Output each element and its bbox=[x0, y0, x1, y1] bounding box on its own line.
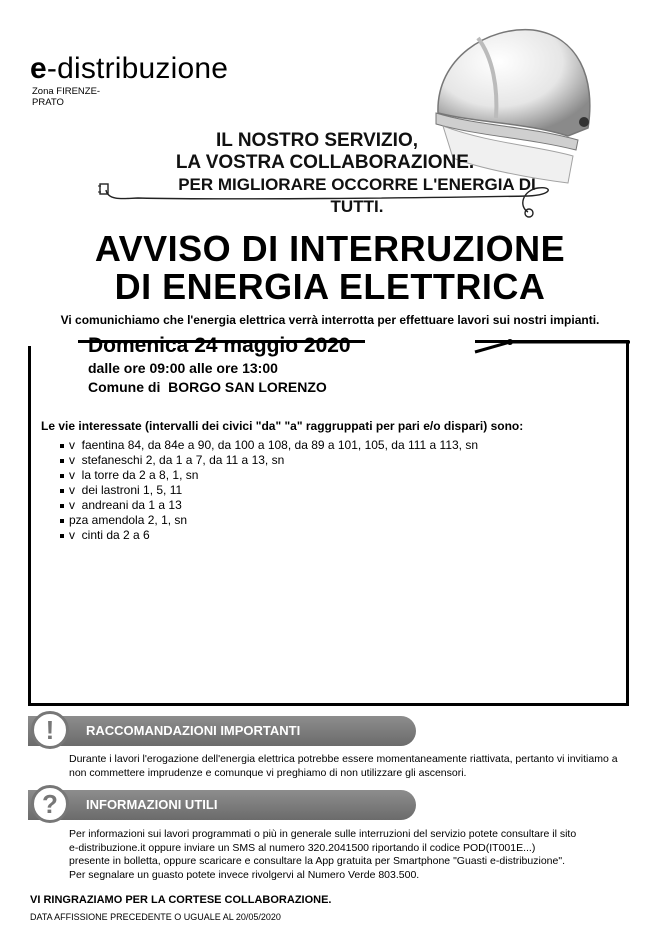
streets-list bbox=[60, 438, 478, 543]
list-item: v dei lastroni 1, 5, 11 bbox=[60, 483, 478, 498]
info-heading: INFORMAZIONI UTILI bbox=[28, 790, 416, 820]
list-item: v la torre da 2 a 8, 1, sn bbox=[60, 468, 478, 483]
comune-label: Comune di BORGO SAN LORENZO bbox=[88, 379, 327, 395]
slogan-line-1: IL NOSTRO SERVIZIO, bbox=[216, 130, 418, 151]
frame-gap bbox=[26, 336, 78, 346]
intro-text: Vi comunichiamo che l'energia elettrica verrà interrotta per effettuare lavori sui nostri impianti. bbox=[60, 313, 600, 327]
list-item: pza amendola 2, 1, sn bbox=[60, 513, 478, 528]
frame-gap-switch bbox=[365, 336, 475, 346]
notice-title bbox=[50, 230, 610, 306]
title-line-1: AVVISO DI INTERRUZIONE bbox=[94, 228, 566, 269]
recommendations-text: Durante i lavori l'erogazione dell'energia elettrica potrebbe essere momentaneamente riattivata, pertanto vi invitiamo a non commettere imprudenze e comunque vi preghiamo di non utilizzare gli ascensori. bbox=[69, 753, 618, 779]
interruption-date: Domenica 24 maggio 2020 bbox=[88, 334, 351, 357]
brand-name: -distribuzione bbox=[46, 52, 229, 85]
exclamation-icon: ! bbox=[31, 711, 69, 749]
thanks-text: VI RINGRAZIAMO PER LA CORTESE COLLABORAZIONE. bbox=[30, 894, 332, 906]
zona-label: Zona FIRENZE- PRATO bbox=[32, 86, 101, 108]
info-line-3: presente in bolletta, oppure scaricare e consultare la App gratuita per Smartphone "Guasti e-distribuzione". bbox=[69, 855, 565, 867]
title-line-2: DI ENERGIA ELETTRICA bbox=[114, 266, 546, 307]
slogan-line-3: PER MIGLIORARE OCCORRE L'ENERGIA DI TUTTI. bbox=[178, 175, 536, 216]
slogan-line-2: LA VOSTRA COLLABORAZIONE. bbox=[175, 152, 475, 173]
info-text bbox=[69, 828, 629, 882]
affix-date: DATA AFFISSIONE PRECEDENTE O UGUALE AL 20/05/2020 bbox=[30, 912, 281, 922]
plug-cable-icon bbox=[98, 168, 558, 218]
brand-logo bbox=[30, 52, 228, 86]
recommendations-heading: RACCOMANDAZIONI IMPORTANTI bbox=[28, 716, 416, 746]
list-item: v stefaneschi 2, da 1 a 7, da 11 a 13, sn bbox=[60, 453, 478, 468]
interruption-hours: dalle ore 09:00 alle ore 13:00 bbox=[88, 360, 278, 376]
question-icon: ? bbox=[31, 785, 69, 823]
brand-prefix: e bbox=[30, 52, 47, 85]
info-line-1: Per informazioni sui lavori programmati o più in generale sulle interruzioni del servizio potete consultare il sito bbox=[69, 828, 577, 840]
info-line-2: e-distribuzione.it oppure inviare un SMS al numero 320.2041500 riportando il codice POD(IT001E...) bbox=[69, 841, 536, 854]
info-line-4: Per segnalare un guasto potete invece rivolgervi al Numero Verde 803.500. bbox=[69, 868, 420, 881]
list-item: v cinti da 2 a 6 bbox=[60, 528, 478, 543]
list-item: v faentina 84, da 84e a 90, da 100 a 108, da 89 a 101, 105, da 111 a 113, sn bbox=[60, 438, 478, 453]
list-item: v andreani da 1 a 13 bbox=[60, 498, 478, 513]
switch-icon bbox=[470, 332, 630, 362]
streets-heading: Le vie interessate (intervalli dei civici "da" "a" raggruppati per pari e/o dispari) sono: bbox=[41, 419, 524, 433]
